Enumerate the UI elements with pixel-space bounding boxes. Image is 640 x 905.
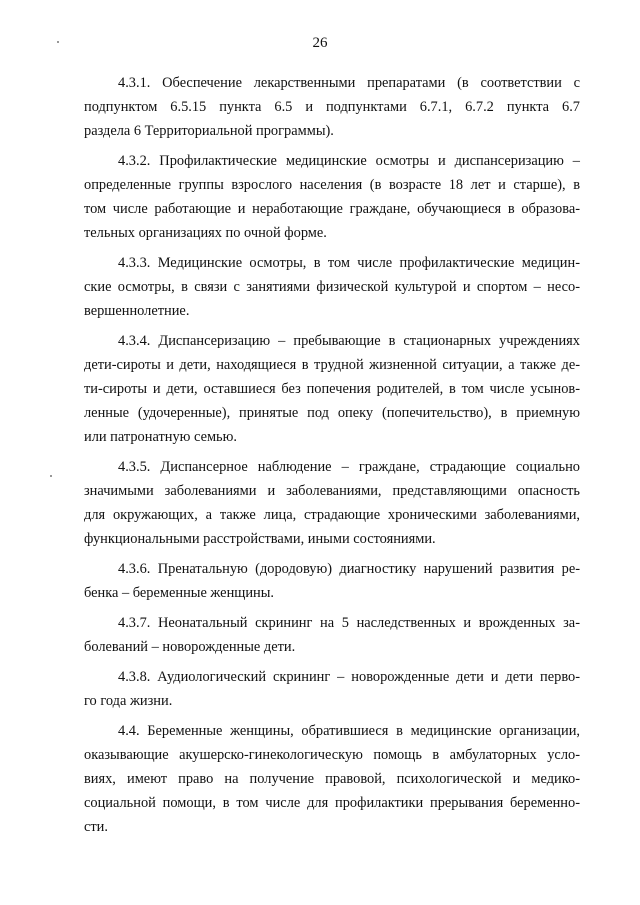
- page-number: 26: [312, 35, 328, 51]
- document-body: [84, 71, 580, 845]
- paragraph-4-4: [84, 719, 580, 839]
- text-line: определенные группы взрослого населения (в возрасте 18 лет и старше), в: [84, 177, 580, 193]
- text-line: ские осмотры, в связи с занятиями физической культурой и спортом – несо-: [84, 279, 580, 295]
- text-line: ленные (удочеренные), принятые под опеку (попечительство), в приемную: [84, 405, 580, 421]
- paragraph-4-3-2: [84, 149, 580, 245]
- text-line: болеваний – новорожденные дети.: [84, 639, 296, 655]
- scan-speck: [57, 41, 59, 43]
- paragraph-4-3-7: [84, 611, 580, 659]
- text-line: 4.3.7. Неонатальный скрининг на 5 наследственных и врожденных за-: [118, 615, 580, 631]
- text-line: вершеннолетние.: [84, 303, 190, 319]
- text-line: 4.3.8. Аудиологический скрининг – новорожденные дети и дети перво-: [118, 669, 580, 685]
- text-line: сти.: [84, 819, 108, 835]
- text-line: раздела 6 Территориальной программы).: [84, 123, 334, 139]
- text-line: ти-сироты и дети, оставшиеся без попечения родителей, в том числе усынов-: [84, 381, 580, 397]
- text-line: значимыми заболеваниями и заболеваниями, представляющими опасность: [84, 483, 580, 499]
- text-line: виях, имеют право на получение правовой, психологической и медико-: [84, 771, 580, 787]
- text-line: том числе работающие и неработающие граждане, обучающиеся в образова-: [84, 201, 580, 217]
- text-line: социальной помощи, в том числе для профилактики прерывания беременно-: [84, 795, 580, 811]
- text-line: оказывающие акушерско-гинекологическую помощь в амбулаторных усло-: [84, 747, 580, 763]
- text-line: для окружающих, а также лица, страдающие хроническими заболеваниями,: [84, 507, 580, 523]
- paragraph-4-3-6: [84, 557, 580, 605]
- scan-speck: [50, 475, 52, 477]
- paragraph-4-3-5: [84, 455, 580, 551]
- paragraph-4-3-1: [84, 71, 580, 143]
- paragraph-4-3-3: [84, 251, 580, 323]
- text-line: 4.3.5. Диспансерное наблюдение – граждане, страдающие социально: [118, 459, 580, 475]
- text-line: бенка – беременные женщины.: [84, 585, 275, 601]
- text-line: или патронатную семью.: [84, 429, 237, 445]
- text-line: функциональными расстройствами, иными состояниями.: [84, 531, 436, 547]
- text-line: 4.4. Беременные женщины, обратившиеся в медицинские организации,: [118, 723, 580, 739]
- text-line: 4.3.2. Профилактические медицинские осмотры и диспансеризацию –: [118, 153, 580, 169]
- text-line: 4.3.3. Медицинские осмотры, в том числе профилактические медицин-: [118, 255, 580, 271]
- text-line: подпунктом 6.5.15 пункта 6.5 и подпунктами 6.7.1, 6.7.2 пункта 6.7: [84, 99, 580, 115]
- text-line: 4.3.4. Диспансеризацию – пребывающие в стационарных учреждениях: [118, 333, 580, 349]
- paragraph-4-3-8: [84, 665, 580, 713]
- text-line: 4.3.1. Обеспечение лекарственными препаратами (в соответствии с: [118, 75, 580, 91]
- text-line: 4.3.6. Пренатальную (дородовую) диагностику нарушений развития ре-: [118, 561, 580, 577]
- text-line: тельных организациях по очной форме.: [84, 225, 327, 241]
- text-line: дети-сироты и дети, находящиеся в трудной жизненной ситуации, а также де-: [84, 357, 580, 373]
- text-line: го года жизни.: [84, 693, 173, 709]
- paragraph-4-3-4: [84, 329, 580, 449]
